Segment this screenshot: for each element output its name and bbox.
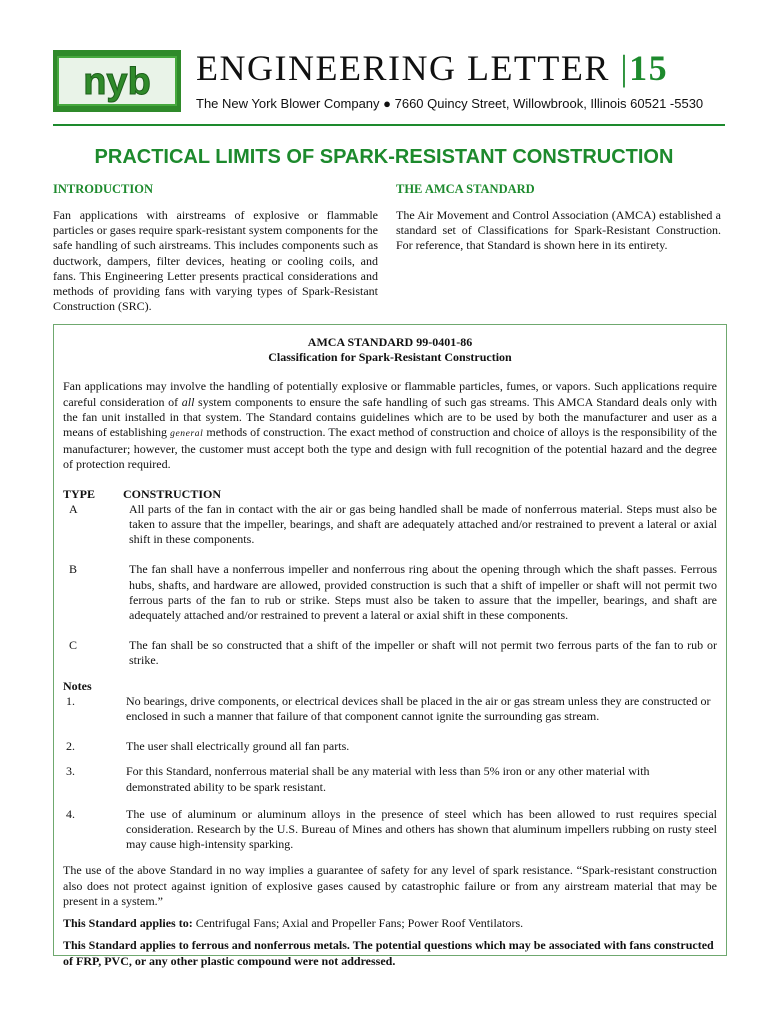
note-number: 4.	[66, 806, 75, 821]
note-item	[63, 694, 717, 724]
standard-intro-general: general	[170, 429, 204, 440]
note-item	[63, 807, 717, 853]
standard-subtitle: Classification for Spark-Resistant Construction	[268, 350, 512, 365]
type-header: TYPE	[63, 486, 96, 501]
company-logo	[53, 50, 181, 112]
type-letter: A	[69, 501, 78, 516]
type-letter: B	[69, 562, 78, 577]
header-divider	[53, 124, 725, 126]
letter-title	[196, 47, 668, 89]
applies-to-line	[63, 916, 717, 931]
standard-intro	[63, 379, 717, 472]
amca-text: The Air Movement and Control Association (AMCA) established a standard set of Classifications for Spark-Resistant Construction. For reference, that Standard is shown here in its entirety.	[396, 208, 721, 253]
note-text: For this Standard, nonferrous material shall be any material with less than 5% iron or any other material with demonstrated ability to be spark resistant.	[126, 764, 650, 794]
final-note: This Standard applies to ferrous and nonferrous metals. The potential questions which may be associated with fans constructed of FRP, PVC, or any other plastic compound were not addressed.	[63, 938, 714, 968]
type-description: All parts of the fan in contact with the air or gas being handled shall be made of nonferrous material. Steps must also be taken to assure that the impeller, bearings, and shaft are adequately attached and/or restrained to prevent a lateral or axial shift in these components.	[129, 501, 717, 547]
standard-intro-all: all	[181, 394, 195, 409]
type-description: The fan shall be so constructed that a shift of the impeller or shaft will not permit two ferrous parts of the fan to rub or strike.	[129, 638, 717, 668]
note-item	[63, 739, 717, 754]
amca-heading: THE AMCA STANDARD	[396, 182, 535, 196]
applies-to-value: Centrifugal Fans; Axial and Propeller Fans; Power Roof Ventilators.	[192, 916, 524, 931]
standard-closing: The use of the above Standard in no way implies a guarantee of safety for any level of spark resistance. “Spark-resistant construction also does not protect against ignition of explosive gases caused by catastrophic failure or from any airstream material that may be present in a system.”	[63, 863, 717, 908]
standard-box	[53, 324, 727, 968]
note-text: The user shall electrically ground all fan parts.	[126, 739, 350, 754]
issue-number: 15	[629, 48, 669, 88]
note-text: No bearings, drive components, or electrical devices shall be placed in the air or gas stream unless they are constructed or enclosed in such a manner that failure of that component cannot ignite the surrounding gas stream.	[126, 693, 711, 724]
type-header-row	[63, 487, 717, 502]
note-number: 3.	[66, 764, 75, 779]
standard-intro-part3: methods of construction. The exact method of construction and choice of alloys is the responsibility of the manufacturer; however, the customer must accept both the type and design with full recognition of the potential hazard and the degree of protection required.	[63, 425, 718, 472]
type-row	[63, 502, 717, 548]
introduction-section	[53, 182, 378, 314]
type-description: The fan shall have a nonferrous impeller and nonferrous ring about the opening through which the shaft passes. Ferrous hubs, shafts, and hardware are allowed, provided construction is such that a shift of impeller or shaft will not permit two ferrous parts of the fan to rub or strike. Steps must also be taken to assure that the impeller, bearings, and shaft are adequately attached and/or restrained to prevent a lateral or axial shift in these components.	[129, 562, 717, 623]
page-title: PRACTICAL LIMITS OF SPARK-RESISTANT CONSTRUCTION	[94, 146, 674, 168]
standard-intro-part1: Fan applications may involve the handling of potentially explosive or flammable particles, fumes, or vapors. Such applications require careful consideration of	[63, 379, 717, 409]
standard-number: AMCA STANDARD 99-0401-86	[307, 335, 473, 349]
notes-header: Notes	[63, 678, 92, 693]
applies-to-label: This Standard applies to:	[63, 916, 193, 931]
introduction-heading: INTRODUCTION	[53, 182, 154, 196]
note-text: The use of aluminum or aluminum alloys in the presence of steel which has been allowed to rust requires special consideration. Research by the U.S. Bureau of Mines and others has shown that aluminum impellers rubbing on rusty steel may cause high-intensity sparking.	[126, 806, 717, 852]
company-address: The New York Blower Company ● 7660 Quincy Street, Willowbrook, Illinois 60521 -5530	[196, 96, 704, 111]
title-separator: |	[620, 48, 630, 88]
amca-section	[396, 182, 721, 254]
type-row	[63, 638, 717, 668]
type-letter: C	[69, 638, 78, 653]
logo-text: nyb	[83, 61, 151, 103]
logo-graphic	[53, 50, 181, 112]
note-number: 2.	[66, 739, 75, 754]
note-item	[63, 764, 717, 794]
type-row	[63, 562, 717, 623]
note-number: 1.	[66, 693, 75, 708]
introduction-text: Fan applications with airstreams of explosive or flammable particles or gases require spark-resistant system components for the safe handling of such airstreams. This includes components such as ductwork, dampers, filter devices, heating or cooling coils, and fans. This Engineering Letter presents practical considerations and methods of providing fans with varying types of Spark-Resistant Construction (SRC).	[53, 208, 378, 314]
letter-title-text: ENGINEERING LETTER	[196, 48, 610, 88]
construction-header: CONSTRUCTION	[123, 486, 222, 501]
standard-intro-part2: system components to ensure the safe handling of such gas streams. This AMCA Standard deals only with the fan unit installed in that system. The Standard contains guidelines which are to be used by both the manufacturer and user as a means of establishing	[63, 394, 717, 440]
